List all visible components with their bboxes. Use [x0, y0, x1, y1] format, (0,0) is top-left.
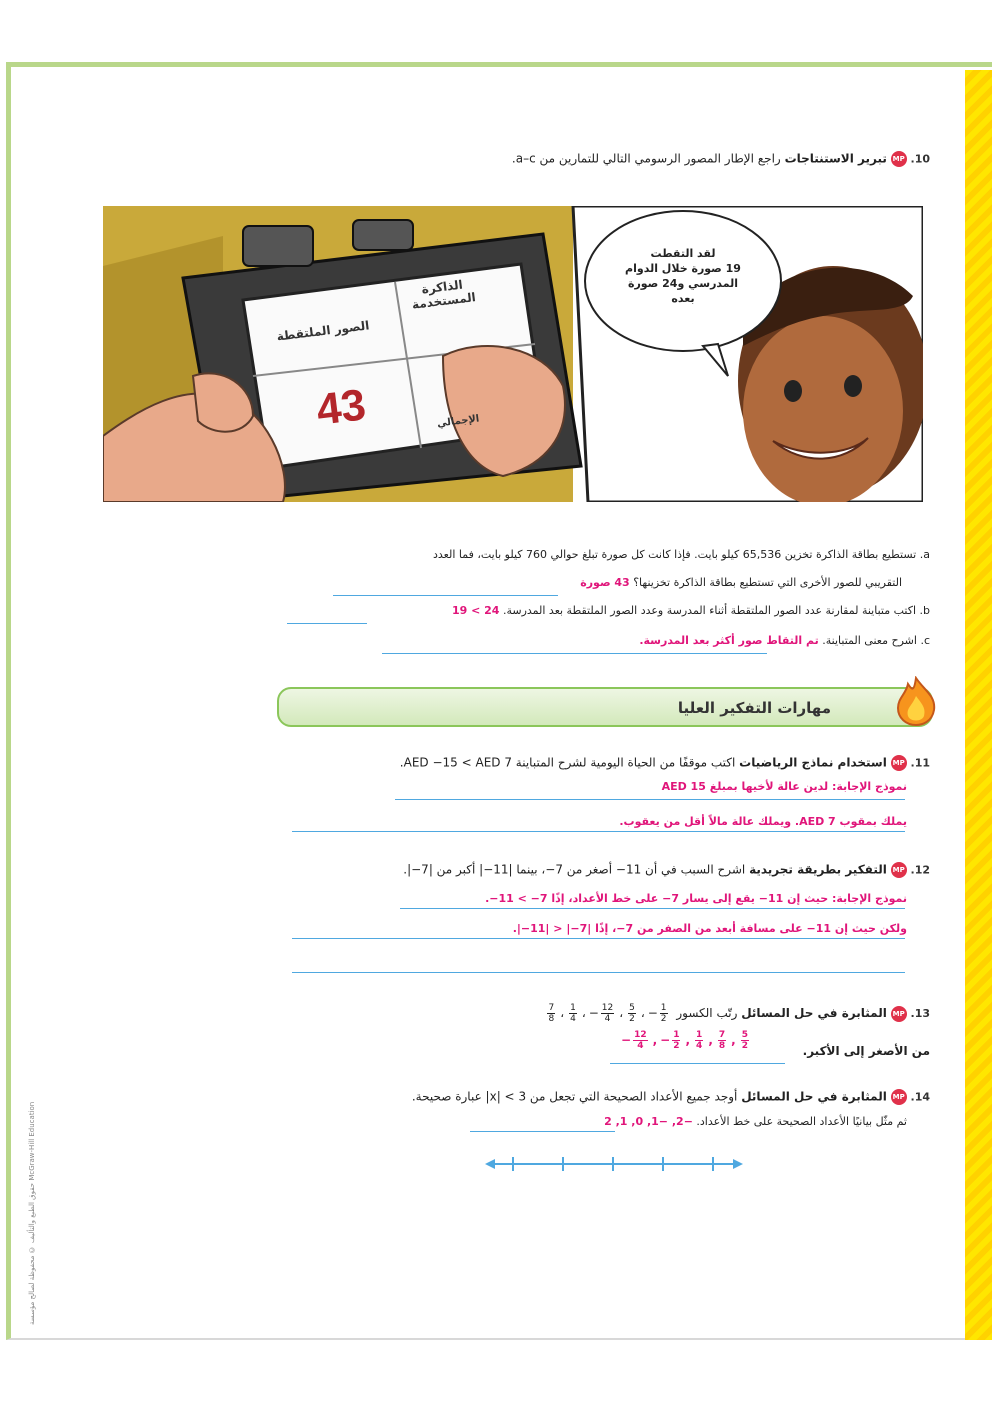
- fraction-body: [601, 1003, 614, 1024]
- q14-number: 14.: [910, 1090, 930, 1104]
- fraction: [660, 1030, 682, 1051]
- screen-footer: الإجمالي: [436, 413, 480, 430]
- fraction-denominator: 2: [673, 1041, 680, 1051]
- fraction-denominator: 2: [741, 1041, 748, 1051]
- fraction-numerator: 5: [741, 1030, 748, 1040]
- fraction-numerator: 1: [696, 1030, 703, 1040]
- fraction: [648, 1003, 670, 1024]
- fraction-sign: −: [647, 1006, 658, 1020]
- fraction-body: [633, 1030, 648, 1051]
- screen-number: 43: [313, 380, 369, 435]
- comic-illustration: [103, 206, 923, 502]
- fraction-sign: −: [621, 1033, 632, 1047]
- q11-header: [400, 755, 930, 771]
- q12-title: التفكير بطريقة تجريدية: [749, 862, 887, 877]
- fraction-sign: −: [588, 1006, 599, 1020]
- q13-fractions: [542, 1003, 672, 1024]
- fraction-body: [628, 1003, 636, 1024]
- section-band: [277, 687, 933, 727]
- answer-line: [292, 938, 905, 939]
- q11-answer-2: يملك بمقوب AED 7. ويملك عالة مالاً أقل من يعقوب.: [619, 815, 907, 828]
- screen-header-right: الذاكرة المستخدمة: [411, 277, 477, 312]
- speech-line: المدرسي و24 صورة: [627, 277, 739, 290]
- fraction: [716, 1030, 728, 1051]
- fraction-numerator: 1: [673, 1030, 680, 1040]
- q11-number: 11.: [910, 756, 930, 770]
- q10b-label: b.: [919, 604, 930, 617]
- fraction-body: [547, 1003, 555, 1024]
- q10-number: 10.: [910, 152, 930, 166]
- number-line: [485, 1152, 745, 1176]
- fraction-numerator: 7: [718, 1030, 726, 1040]
- q10c-text: اشرح معنى المتباينة.: [822, 634, 917, 647]
- fraction-denominator: 8: [548, 1014, 555, 1024]
- q14-header: [412, 1089, 930, 1105]
- q10a-text: تستطيع بطاقة الذاكرة تخزين 65,536 كيلو بايت. فإذا كانت كل صورة تبلغ حوالي 760 كيلو بايت، فما العدد: [432, 548, 917, 561]
- separator: ,: [731, 1033, 736, 1047]
- flame-icon: [894, 676, 938, 726]
- separator: ،: [640, 1006, 645, 1020]
- q10b-text: اكتب متباينة لمقارنة عدد الصور الملتقطة أثناء المدرسة وعدد الصور الملتقطة بعد المدرسة.: [502, 604, 917, 617]
- speech-line: بعده: [671, 292, 695, 305]
- fraction-denominator: 2: [660, 1014, 667, 1024]
- q14-line-2: [604, 1115, 907, 1128]
- q10a-line2: [580, 576, 902, 589]
- q11-title: استخدام نماذج الرياضيات: [739, 755, 887, 770]
- answer-line: [470, 1131, 615, 1132]
- separator: ,: [685, 1033, 691, 1047]
- separator: ،: [560, 1006, 565, 1020]
- q11-answer-1: نموذج الإجابة: لدين عالة لأخيها بمبلغ AED 15: [661, 780, 907, 793]
- q10b-answer: 24 > 19: [451, 604, 500, 617]
- fraction-denominator: 4: [696, 1041, 703, 1051]
- q13-title: المثابرة في حل المسائل: [741, 1006, 887, 1020]
- speech-line: 19 صورة خلال الدوام: [625, 262, 741, 275]
- answer-line: [292, 972, 905, 973]
- copyright-credit: حقوق الطبع والتأليف © محفوظة لصالح مؤسسة McGraw-Hill Education: [28, 1101, 36, 1325]
- fraction-body: [569, 1003, 577, 1024]
- separator: ,: [708, 1033, 713, 1047]
- fraction-numerator: 12: [601, 1003, 614, 1013]
- fraction: [545, 1003, 557, 1024]
- separator: ،: [581, 1006, 586, 1020]
- fraction: [567, 1003, 579, 1024]
- mp-badge-icon: MP: [891, 755, 907, 771]
- speech-line: لقد التقطت: [650, 247, 716, 260]
- fraction-denominator: 4: [637, 1041, 644, 1051]
- q12-answer-2: ولكن حيث إن 11− على مسافة أبعد من الصفر من 7−، إذًا |7−| < |11−|.: [512, 922, 907, 935]
- speech-bubble-text: [601, 246, 765, 306]
- fraction-numerator: 12: [634, 1030, 647, 1040]
- fraction-numerator: 1: [660, 1003, 667, 1013]
- answer-line: [400, 908, 905, 909]
- fraction-denominator: 2: [629, 1014, 635, 1024]
- answer-line: [333, 595, 558, 596]
- fraction: [739, 1030, 751, 1051]
- q10a-label: a.: [919, 548, 930, 561]
- q14-answer: −2, −1, 0, 1, 2: [604, 1115, 693, 1128]
- q10c-answer: تم التقاط صور أكثر بعد المدرسة.: [639, 634, 819, 647]
- q10-title: تبرير الاستنتاجات: [784, 151, 887, 166]
- fraction: [693, 1030, 705, 1051]
- q10c-label: c.: [920, 634, 930, 647]
- q11-text: اكتب موقفًا من الحياة اليومية لشرح المتباينة AED −15 < AED 7.: [399, 755, 736, 770]
- fraction-numerator: 5: [629, 1003, 635, 1013]
- fraction-body: [741, 1030, 749, 1051]
- q10a-text-2: التقريبي للصور الأخرى التي تستطيع بطاقة الذاكرة تخزينها؟: [633, 576, 902, 589]
- fraction-numerator: 1: [570, 1003, 576, 1013]
- fraction-denominator: 4: [570, 1014, 576, 1024]
- q12-number: 12.: [910, 863, 930, 877]
- answer-line: [287, 623, 367, 624]
- q13-number: 13.: [910, 1007, 930, 1020]
- fraction-sign: −: [660, 1033, 671, 1047]
- q13-text-pre: رتّب الكسور: [676, 1006, 738, 1020]
- section-title: مهارات التفكير العليا: [677, 699, 831, 717]
- fraction-body: [660, 1003, 668, 1024]
- q14-text-1: أوجد جميع الأعداد الصحيحة التي تجعل من 3 > |x| عبارة صحيحة.: [411, 1089, 738, 1104]
- fraction-body: [718, 1030, 726, 1051]
- fraction-denominator: 4: [604, 1014, 611, 1024]
- q10-header: [512, 151, 930, 167]
- q14-title: المثابرة في حل المسائل: [741, 1089, 887, 1104]
- mp-badge-icon: MP: [891, 1089, 907, 1105]
- fraction-denominator: 8: [718, 1041, 726, 1051]
- fraction-numerator: 7: [548, 1003, 555, 1013]
- fraction: [589, 1003, 617, 1024]
- fraction: [626, 1003, 638, 1024]
- q13-text-post: من الأصغر إلى الأكبر.: [802, 1044, 930, 1058]
- answer-line: [610, 1063, 785, 1064]
- q10b-line: [452, 604, 930, 617]
- mp-badge-icon: MP: [891, 862, 907, 878]
- comic-art: [103, 206, 923, 502]
- fraction-body: [672, 1030, 680, 1051]
- q10a-answer: 43 صورة: [580, 576, 630, 589]
- q13-answer: [618, 1030, 754, 1051]
- q10c-line: [639, 634, 930, 647]
- answer-line: [382, 653, 767, 654]
- mp-badge-icon: MP: [891, 151, 907, 167]
- q12-answer-1: نموذج الإجابة: حيث إن 11− يقع إلى يسار 7− على خط الأعداد، إذًا 7− > 11−.: [485, 892, 907, 905]
- q12-text: اشرح السبب في أن 11− أصغر من 7−، بينما |11−| أكبر من |7−|.: [403, 862, 746, 877]
- fraction-body: [695, 1030, 703, 1051]
- answer-line: [292, 831, 905, 832]
- mp-badge-icon: MP: [891, 1006, 907, 1022]
- screen-header-left: الصور الملتقطة: [275, 318, 371, 344]
- separator: ،: [619, 1006, 624, 1020]
- q10a-line1: [433, 548, 930, 561]
- q10-text: راجع الإطار المصور الرسومي التالي للتمارين من a–c.: [511, 151, 781, 166]
- q12-header: [403, 862, 930, 878]
- separator: ,: [652, 1033, 658, 1047]
- fraction: [621, 1030, 650, 1051]
- decorative-strip: [965, 70, 992, 1340]
- q14-text-2: ثم مثّل بيانيًا الأعداد الصحيحة على خط الأعداد.: [696, 1115, 907, 1128]
- q13-header: [542, 1003, 930, 1024]
- answer-line: [395, 799, 905, 800]
